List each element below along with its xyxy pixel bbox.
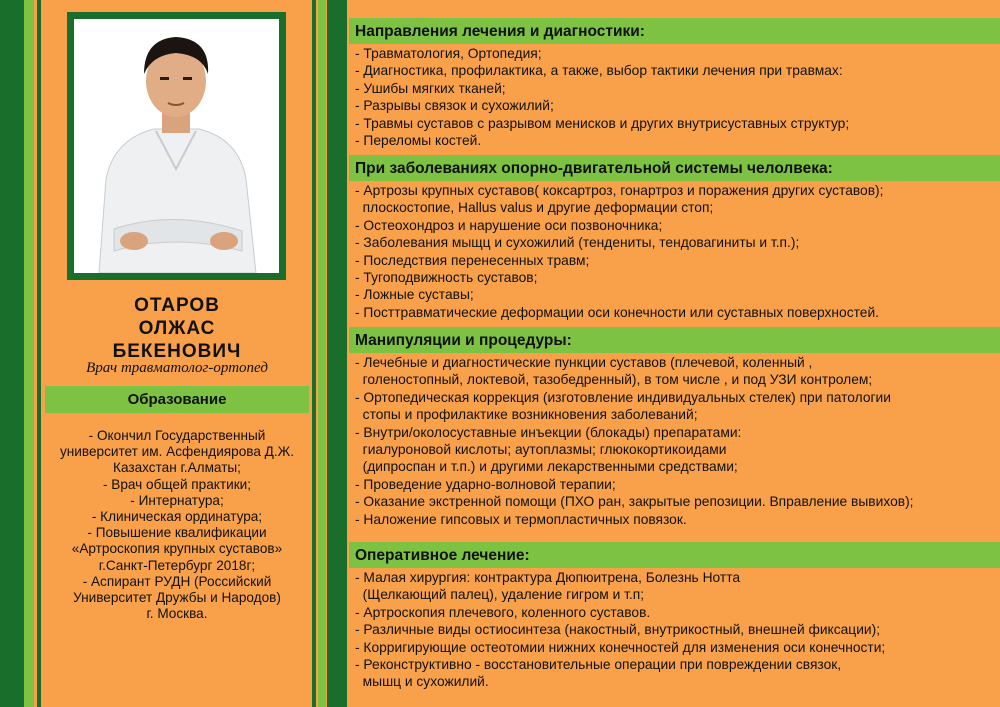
section-line: - Тугоподвижность суставов; xyxy=(355,270,538,286)
section-line: - Разрывы связок и сухожилий; xyxy=(355,98,554,114)
section-line: - Проведение ударно-волновой терапии; xyxy=(355,476,616,492)
doctor-role: Врач травматолог-ортопед xyxy=(86,360,268,376)
doctor-photo xyxy=(74,19,279,273)
education-line: - Клиническая ординатура; xyxy=(91,509,263,525)
section-title-surgery: Оперативное лечение: xyxy=(349,542,1000,568)
section-line: стопы и профилактике возникновения заболеваний; xyxy=(355,407,698,423)
stripe-dark-left xyxy=(0,0,24,707)
doctor-last-name: ОТАРОВ xyxy=(134,295,220,316)
photo-frame xyxy=(67,12,286,280)
section-line: - Последствия перенесенных травм; xyxy=(355,252,590,268)
section-line: - Артроскопия плечевого, коленного суставов. xyxy=(355,604,651,620)
section-body-diseases xyxy=(349,182,1000,321)
education-line: - Окончил Государственный xyxy=(88,428,266,443)
section-line: - Ортопедическая коррекция (изготовление индивидуальных стелек) при патологии xyxy=(355,389,891,405)
section-line: плоскостопие, Hallus valus и другие деформации стоп; xyxy=(355,200,714,216)
education-line: Казахстан г.Алматы; xyxy=(113,460,241,476)
section-line: - Ложные суставы; xyxy=(355,287,474,303)
section-line: - Корригирующие остеотомии нижних конечностей для изменения оси конечности; xyxy=(355,639,886,655)
doctor-first-name: ОЛЖАС xyxy=(138,318,216,339)
section-line: - Посттравматические деформации оси конечности или суставных поверхностей. xyxy=(355,304,879,320)
section-line: - Артрозы крупных суставов( коксартроз, гонартроз и поражения других суставов); xyxy=(355,183,884,198)
profile-panel xyxy=(45,0,309,707)
section-line: - Реконструктивно - восстановительные операции при повреждении связок, xyxy=(355,657,842,673)
stripe-thin-left xyxy=(37,0,41,707)
education-line: - Врач общей практики; xyxy=(102,476,252,492)
stripe-light-mid xyxy=(318,0,326,707)
section-line: мышц и сухожилий. xyxy=(355,674,489,690)
section-body-procedures xyxy=(349,354,1000,528)
stripe-light-left xyxy=(24,0,34,707)
section-line: - Наложение гипсовых и термопластичных повязок. xyxy=(355,511,687,527)
section-line: гиалуроновой кислоты; аутоплазмы; глюкокортикоидами xyxy=(355,442,727,458)
section-line: - Травмы суставов с разрывом менисков и других внутрисуставных структур; xyxy=(355,115,850,131)
stripe-thin-mid1 xyxy=(312,0,316,707)
education-title: Образование xyxy=(45,386,309,413)
section-body-directions xyxy=(349,45,1000,149)
section-line: - Травматология, Ортопедия; xyxy=(355,46,542,61)
section-line: (дипроспан и т.п.) и другими лекарственными средствами; xyxy=(355,459,738,475)
education-line: университет им. Асфендиярова Д.Ж. xyxy=(60,444,294,460)
section-line: - Диагностика, профилактика, а также, выбор тактики лечения при травмах: xyxy=(355,63,843,79)
section-line: - Заболевания мыщц и сухожилий (тендениты, тендовагиниты и т.п.); xyxy=(355,235,800,251)
section-line: - Различные виды остиосинтеза (накостный, внутрикостный, внешней фиксации); xyxy=(355,622,881,638)
section-body-surgery xyxy=(349,569,1000,691)
education-line: - Аспирант РУДН (Российский xyxy=(82,573,272,589)
section-line: голеностопный, локтевой, тазобедренный), в том числе , и под УЗИ контролем; xyxy=(355,372,873,388)
section-line: - Ушибы мягких тканей; xyxy=(355,80,506,96)
education-line: - Повышение квалификации xyxy=(87,525,267,541)
section-title-procedures: Манипуляции и процедуры: xyxy=(349,327,1000,353)
education-line: «Артроскопия крупных суставов» xyxy=(71,541,283,557)
section-line: - Остеохондроз и нарушение оси позвоночника; xyxy=(355,217,663,233)
section-line: (Щелкающий палец), удаление гигром и т.п; xyxy=(355,587,645,603)
education-line: г.Санкт-Петербург 2018г; xyxy=(98,557,256,573)
education-line: - Интернатура; xyxy=(130,492,224,508)
education-list xyxy=(45,428,309,622)
section-line: - Малая хирургия: контрактура Дюпюитрена, Болезнь Нотта xyxy=(355,570,741,585)
section-line: - Оказание экстренной помощи (ПХО ран, закрытые репозиции. Вправление вывихов); xyxy=(355,494,914,510)
doctor-patronymic: БЕКЕНОВИЧ xyxy=(112,341,242,362)
section-title-directions: Направления лечения и диагностики: xyxy=(349,18,1000,44)
section-title-diseases: При заболеваниях опорно-двигательной системы челолвека: xyxy=(349,155,1000,181)
education-line: Университет Дружбы и Народов) xyxy=(73,590,281,606)
doctor-portrait-icon xyxy=(74,19,279,273)
education-line: г. Москва. xyxy=(146,606,208,622)
stripe-dark-mid xyxy=(327,0,347,707)
section-line: - Внутри/околосуставные инъекции (блокады) препаратами: xyxy=(355,424,742,440)
section-line: - Лечебные и диагностические пункции суставов (плечевой, коленный , xyxy=(355,355,813,370)
section-line: - Переломы костей. xyxy=(355,133,482,149)
services-panel xyxy=(349,0,1000,707)
